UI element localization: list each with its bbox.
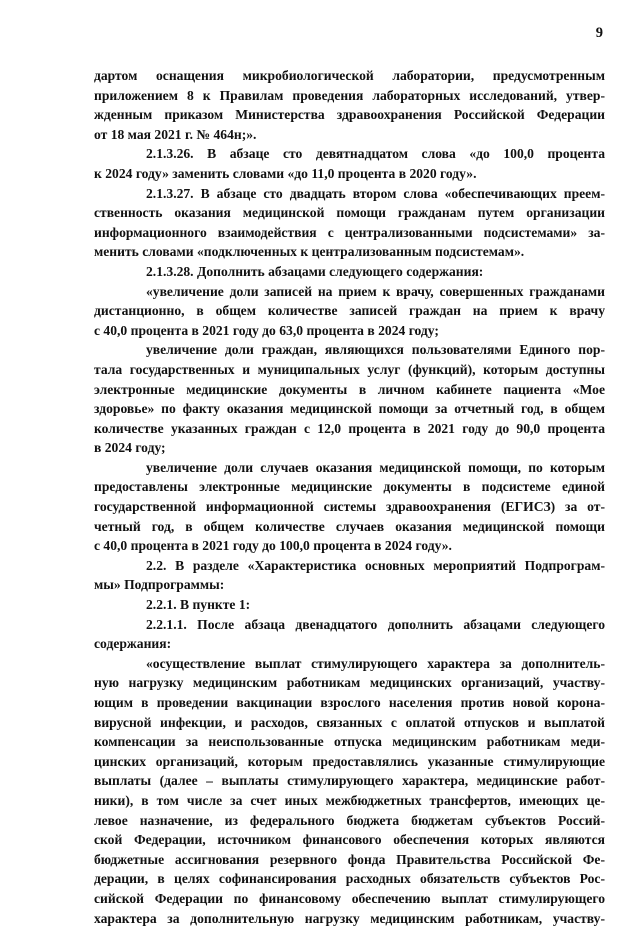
- text-line: менить словами «подключенных к централизованным подсистемам».: [94, 244, 525, 260]
- text-line: информационного взаимодействия с централизованными подсистемами» за-: [94, 224, 605, 240]
- text-line: «осуществление выплат стимулирующего характера за дополнитель-: [146, 655, 605, 671]
- body-text: [94, 66, 605, 928]
- text-line: ники), в том числе за счет иных межбюджетных трансфертов, имеющих це-: [94, 792, 605, 808]
- text-line: дистанционно, в общем количестве записей граждан на прием к врачу: [94, 303, 605, 319]
- text-line: цинских организаций, которым предоставлялись указанные стимулирующие: [94, 753, 605, 769]
- text-line: компенсации за неиспользованные отпуска медицинским работникам меди-: [94, 734, 605, 750]
- text-line: ской Федерации, источником финансового обеспечения которых являются: [94, 832, 605, 848]
- text-line: государственной информационной системы здравоохранения (ЕГИСЗ) за от-: [94, 499, 605, 515]
- text-line: содержания:: [94, 636, 172, 652]
- text-line: 2.1.3.28. Дополнить абзацами следующего содержания:: [146, 263, 484, 279]
- text-line: дартом оснащения микробиологической лаборатории, предусмотренным: [94, 68, 605, 83]
- text-line: увеличение доли граждан, являющихся пользователями Единого пор-: [146, 342, 605, 358]
- text-line: «увеличение доли записей на прием к врачу, совершенных гражданами: [146, 283, 605, 299]
- text-line: дерации, в целях софинансирования расходных обязательств субъектов Рос-: [94, 871, 605, 887]
- text-line: вирусной инфекции, и расходов, связанных с оплатой отпусков и выплатой: [94, 714, 605, 730]
- text-line: 2.2.1.1. После абзаца двенадцатого дополнить абзацами следующего: [146, 616, 605, 632]
- text-line: 2.2. В разделе «Характеристика основных мероприятий Подпрограм-: [146, 557, 605, 573]
- text-line: количестве указанных граждан с 12,0 процента в 2021 году до 90,0 процента: [94, 420, 605, 436]
- text-line: бюджетные ассигнования резервного фонда Правительства Российской Фе-: [94, 851, 605, 867]
- text-line: приложением 8 к Правилам проведения лабораторных исследований, утвер-: [94, 87, 605, 103]
- text-line: от 18 мая 2021 г. № 464н;».: [94, 126, 257, 142]
- page-number: 9: [595, 25, 603, 41]
- text-line: 2.1.3.27. В абзаце сто двадцать втором слова «обеспечивающих преем-: [146, 185, 605, 201]
- text-line: четный год, в общем количестве случаев оказания медицинской помощи: [94, 518, 605, 534]
- text-line: ственность оказания медицинской помощи гражданам путем организации: [94, 205, 605, 221]
- text-line: 2.2.1. В пункте 1:: [146, 597, 251, 613]
- text-line: здоровье» по факту оказания медицинской помощи за отчетный год, в общем: [94, 401, 605, 417]
- text-line: жденным приказом Министерства здравоохранения Российской Федерации: [94, 107, 605, 123]
- text-line: левое назначение, из федерального бюджета бюджетам субъектов Россий-: [94, 812, 605, 828]
- text-line: в 2024 году;: [94, 440, 166, 456]
- text-line: 2.1.3.26. В абзаце сто девятнадцатом слова «до 100,0 процента: [146, 146, 605, 162]
- text-line: ющим в проведении вакцинации взрослого населения против новой корона-: [94, 695, 605, 710]
- text-line: увеличение доли случаев оказания медицинской помощи, по которым: [146, 459, 605, 475]
- text-line: с 40,0 процента в 2021 году до 63,0 процента в 2024 году;: [94, 322, 439, 338]
- text-line: характера за дополнительную нагрузку медицинским работникам, участву-: [94, 910, 605, 926]
- text-line: с 40,0 процента в 2021 году до 100,0 процента в 2024 году».: [94, 538, 452, 554]
- text-line: тала государственных и муниципальных услуг (функций), которым доступны: [94, 361, 605, 377]
- text-line: сийской Федерации по финансовому обеспечению выплат стимулирующего: [94, 890, 605, 906]
- text-line: электронные медицинские документы в личном кабинете пациента «Мое: [94, 381, 605, 397]
- text-line: к 2024 году» заменить словами «до 11,0 процента в 2020 году».: [94, 165, 477, 181]
- text-line: выплаты (далее – выплаты стимулирующего характера, медицинские работ-: [94, 773, 605, 789]
- text-line: ную нагрузку медицинским работникам медицинских организаций, участву-: [94, 675, 605, 691]
- text-line: предоставлены электронные медицинские документы в подсистеме единой: [94, 479, 605, 495]
- text-line: мы» Подпрограммы:: [94, 577, 225, 593]
